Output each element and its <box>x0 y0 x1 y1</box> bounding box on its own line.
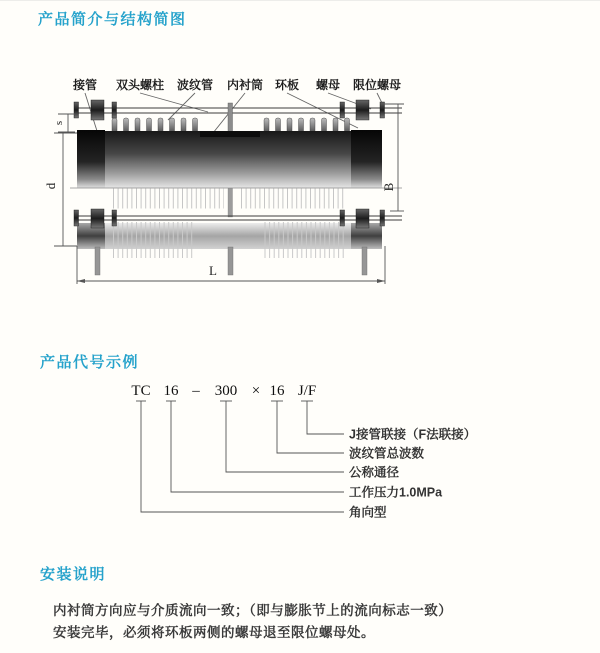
code-note-waves: 波纹管总波数 <box>349 446 425 461</box>
dimension-B <box>381 104 404 211</box>
section-title-code: 产品代号示例 <box>40 354 140 371</box>
part-label-ring-plate: 环板 <box>274 78 300 92</box>
part-label-bellows: 波纹管 <box>176 78 214 92</box>
code-note-dn: 公称通径 <box>349 465 400 480</box>
code-note-conn: J接管联接（F法联接） <box>349 427 477 442</box>
section-title-intro: 产品简介与结构简图 <box>38 11 187 28</box>
joint-body-top <box>77 130 382 188</box>
liner-post-top <box>228 103 233 133</box>
dim-label-B: B <box>381 182 396 192</box>
part-labels <box>72 77 401 92</box>
code-dn: 300 <box>214 383 238 399</box>
section-title-install: 安装说明 <box>40 566 107 583</box>
part-label-limit-nut: 限位螺母 <box>352 78 402 92</box>
code-waves: 16 <box>269 383 285 399</box>
part-label-stud: 双头螺柱 <box>115 78 165 92</box>
code-pressure: 16 <box>163 383 179 399</box>
dimension-d <box>43 133 77 246</box>
dim-label-s: s <box>53 120 65 126</box>
part-label-liner: 内衬筒 <box>226 78 264 92</box>
code-note-type: 角向型 <box>349 505 387 520</box>
structure-diagram <box>40 61 470 301</box>
product-code <box>131 383 316 399</box>
dim-label-d: d <box>43 182 58 190</box>
code-dash: – <box>192 383 200 399</box>
code-notes <box>349 427 476 520</box>
liner-post-mid <box>228 188 233 217</box>
bellows-ridges-right <box>264 118 350 133</box>
part-label-nut: 螺母 <box>315 78 341 92</box>
code-times: × <box>251 383 261 399</box>
dimension-s <box>53 114 75 132</box>
tie-rod-top <box>75 108 402 113</box>
install-note-line1: 内衬筒方向应与介质流向一致；（即与膨胀节上的流向标志一致） <box>53 603 453 618</box>
code-connectors <box>141 401 344 512</box>
product-code-diagram <box>120 378 540 533</box>
code-conn: J/F <box>297 383 317 399</box>
dim-label-L: L <box>209 263 217 278</box>
tie-rod-bottom <box>75 216 402 220</box>
code-model: TC <box>131 383 151 399</box>
bellows-ridges-left <box>112 118 198 133</box>
part-label-pipe: 接管 <box>72 78 98 92</box>
code-note-pressure: 工作压力1.0MPa <box>349 485 443 500</box>
hanging-studs <box>95 247 367 275</box>
install-note-line2: 安装完毕，必须将环板两侧的螺母退至限位螺母处。 <box>53 625 375 640</box>
